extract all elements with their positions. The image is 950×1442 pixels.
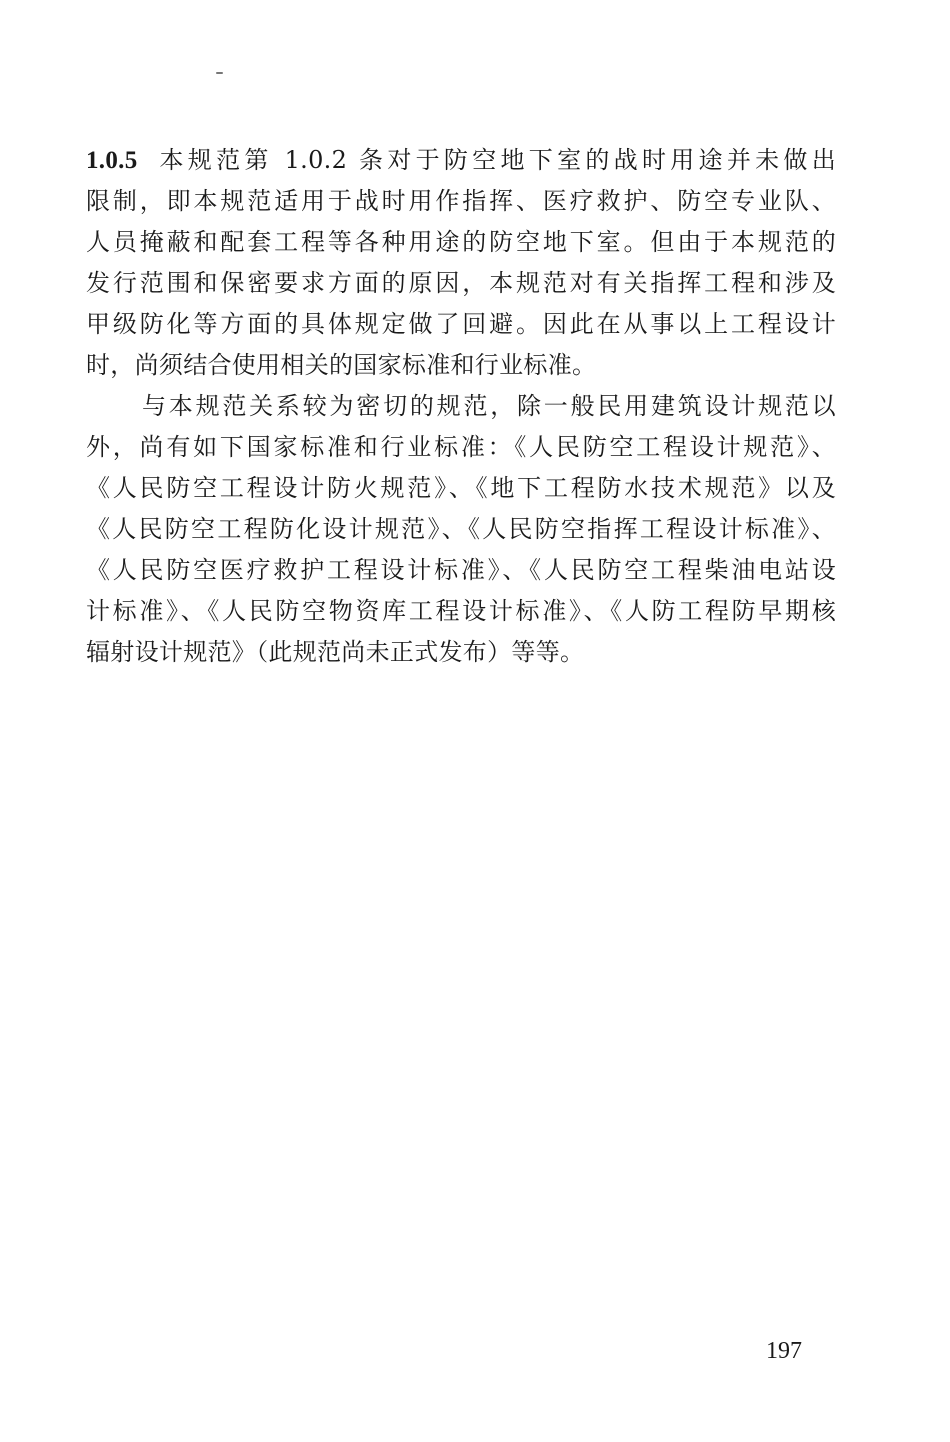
clause-line-1 [86,140,836,181]
clause-paragraph [86,140,836,386]
scan-speck [216,72,223,74]
paragraph-text-line: 外，尚有如下国家标准和行业标准：《人民防空工程设计规范》、 [86,433,836,461]
clause-text-line: 时，尚须结合使用相关的国家标准和行业标准。 [86,351,597,379]
paragraph-text-line: 与本规范关系较为密切的规范，除一般民用建筑设计规范以 [142,392,836,420]
clause-text-line: 限制，即本规范适用于战时用作指挥、医疗救护、防空专业队、 [86,187,836,215]
paragraph-text-line: 《人民防空工程设计防火规范》、《地下工程防水技术规范》以及 [86,474,836,502]
clause-text-line: 本规范第 1.0.2 条对于防空地下室的战时用途并未做出 [155,146,836,174]
clause-text-line: 甲级防化等方面的具体规定做了回避。因此在从事以上工程设计 [86,310,836,338]
paragraph-text-line: 计标准》、《人民防空物资库工程设计标准》、《人防工程防早期核 [86,597,836,625]
related-standards-paragraph [86,386,836,673]
paragraph-text-line: 辐射设计规范》（此规范尚未正式发布）等等。 [86,638,585,666]
clause-number: 1.0.5 [86,147,138,174]
clause-text-line: 人员掩蔽和配套工程等各种用途的防空地下室。但由于本规范的 [86,228,836,256]
page-number: 197 [766,1338,802,1364]
clause-text-line: 发行范围和保密要求方面的原因，本规范对有关指挥工程和涉及 [86,269,836,297]
paragraph-text-line: 《人民防空工程防化设计规范》、《人民防空指挥工程设计标准》、 [86,515,836,543]
paragraph-text-line: 《人民防空医疗救护工程设计标准》、《人民防空工程柴油电站设 [86,556,836,584]
document-body [86,140,836,673]
